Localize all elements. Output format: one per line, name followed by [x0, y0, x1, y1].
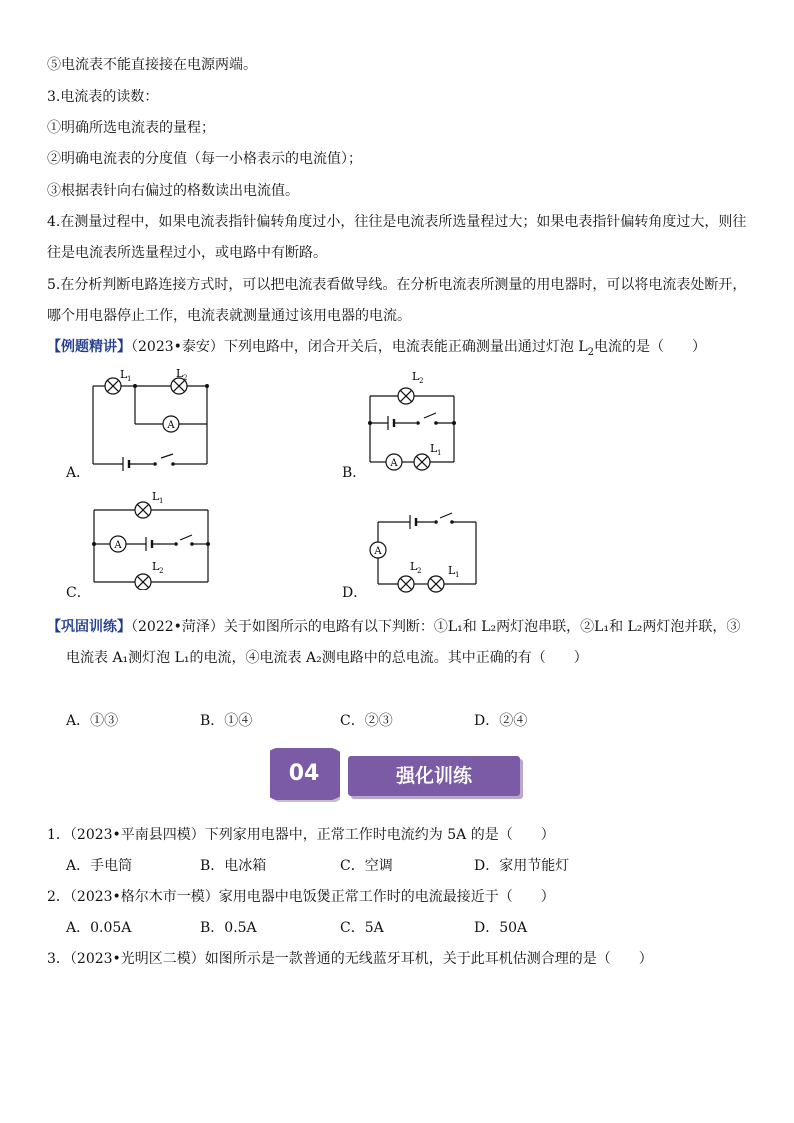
q3-stem: 3．（2023•光明区二模）如图所示是一款普通的无线蓝牙耳机，关于此耳机估测合理的是（ ）	[47, 951, 653, 967]
q2-option-d: D．50A	[474, 920, 528, 936]
svg-text:L: L	[430, 442, 438, 455]
q2-option-c: C．5A	[340, 920, 384, 936]
svg-text:L: L	[152, 560, 160, 573]
option-b-label: B．	[342, 465, 367, 481]
switch-icon	[174, 542, 194, 546]
section-banner	[270, 744, 530, 806]
lamp-l2-icon	[398, 576, 414, 592]
practice-tag: 【巩固训练】	[47, 619, 131, 635]
note-5-line-1: 5.在分析判断电路连接方式时，可以把电流表看做导线。在分析电流表所测量的用电器时，可以将电流表处断开，	[47, 277, 747, 293]
svg-text:A: A	[390, 458, 398, 469]
circuit-a	[85, 362, 225, 472]
svg-text:1: 1	[159, 497, 164, 505]
svg-text:2: 2	[159, 567, 164, 575]
lamp-l1-icon	[428, 576, 444, 592]
svg-text:A: A	[167, 420, 175, 431]
note-reading-1: ①明确所选电流表的量程；	[47, 120, 215, 136]
q1-option-b: B．电冰箱	[200, 858, 267, 874]
circuit-b	[362, 366, 472, 476]
battery-icon	[388, 416, 394, 430]
lamp-l2-icon	[398, 388, 414, 404]
lamp-l1-icon	[105, 378, 121, 394]
switch-icon	[153, 462, 175, 466]
option-d-label: D．	[342, 585, 368, 601]
note-5-line-2: 哪个用电器停止工作，电流表就测量通过该用电器的电流。	[47, 308, 411, 324]
option-a-label: A．	[66, 465, 91, 481]
ammeter-icon	[370, 542, 386, 558]
svg-text:A: A	[374, 546, 382, 557]
q2-option-a: A．0.05A	[66, 920, 132, 936]
banner-number: 04	[288, 761, 320, 786]
svg-text:A: A	[114, 540, 122, 551]
practice-option-b: B．①④	[200, 713, 253, 729]
svg-text:1: 1	[437, 449, 442, 457]
banner-title: 强化训练	[395, 765, 472, 787]
svg-text:L: L	[120, 368, 128, 381]
note-4-line-2: 往是电流表所选量程过小，或电路中有断路。	[47, 245, 327, 261]
svg-text:L: L	[176, 367, 184, 380]
example-question: 【例题精讲】（2023•泰安）下列电路中，闭合开关后，电流表能正确测量出通过灯泡 $L_2$电流的是（ ）	[47, 339, 707, 358]
note-heading-3: 3.电流表的读数：	[47, 89, 159, 105]
ammeter-icon	[163, 416, 179, 432]
battery-icon	[146, 537, 152, 551]
note-reading-3: ③根据表针向右偏过的格数读出电流值。	[47, 183, 299, 199]
practice-option-d: D．②④	[474, 713, 528, 729]
note-5: ⑤电流表不能直接接在电源两端。	[47, 57, 257, 73]
svg-text:1: 1	[455, 571, 460, 579]
svg-text:2: 2	[183, 374, 188, 382]
practice-line-2: 电流表 A₁测灯泡 L₁的电流，④电流表 A₂测电路中的总电流。其中正确的有（ ）	[66, 650, 588, 666]
q1-stem: 1．（2023•平南县四模）下列家用电器中，正常工作时电流约为 5A 的是（ ）	[47, 827, 555, 843]
circuit-d	[360, 508, 484, 596]
example-tag: 【例题精讲】	[47, 339, 131, 355]
switch-icon	[416, 421, 438, 425]
lamp-l1-icon	[414, 454, 430, 470]
circuit-c	[88, 490, 218, 590]
q2-option-b: B．0.5A	[200, 920, 257, 936]
svg-text:L: L	[152, 490, 160, 503]
ammeter-icon	[386, 454, 402, 470]
svg-text:2: 2	[417, 567, 422, 575]
q2-stem: 2．（2023•格尔木市一模）家用电器中电饭煲正常工作时的电流最接近于（ ）	[47, 889, 555, 905]
svg-text:2: 2	[419, 377, 424, 385]
svg-text:L: L	[412, 370, 420, 383]
q1-option-a: A．手电筒	[66, 858, 133, 874]
lamp-l1-icon	[135, 502, 151, 518]
svg-text:L: L	[448, 564, 456, 577]
q1-option-c: C．空调	[340, 858, 393, 874]
q1-option-d: D．家用节能灯	[474, 858, 570, 874]
switch-icon	[434, 520, 454, 524]
practice-option-c: C．②③	[340, 713, 393, 729]
lamp-l2-icon	[135, 574, 151, 590]
battery-icon	[123, 457, 129, 471]
battery-icon	[410, 515, 416, 529]
ammeter-icon	[110, 536, 126, 552]
practice-option-a: A．①③	[66, 713, 119, 729]
svg-text:1: 1	[127, 375, 132, 383]
svg-text:L: L	[410, 560, 418, 573]
practice-line-1: 【巩固训练】（2022•菏泽）关于如图所示的电路有以下判断：①L₁和 L₂两灯泡串联，②L₁和 L₂两灯泡并联，③	[47, 619, 741, 635]
note-4-line-1: 4.在测量过程中，如果电流表指针偏转角度过小，往往是电流表所选量程过大；如果电表指针偏转角度过大，则往	[47, 214, 747, 230]
option-c-label: C．	[66, 585, 91, 601]
note-reading-2: ②明确电流表的分度值（每一小格表示的电流值）；	[47, 151, 362, 167]
